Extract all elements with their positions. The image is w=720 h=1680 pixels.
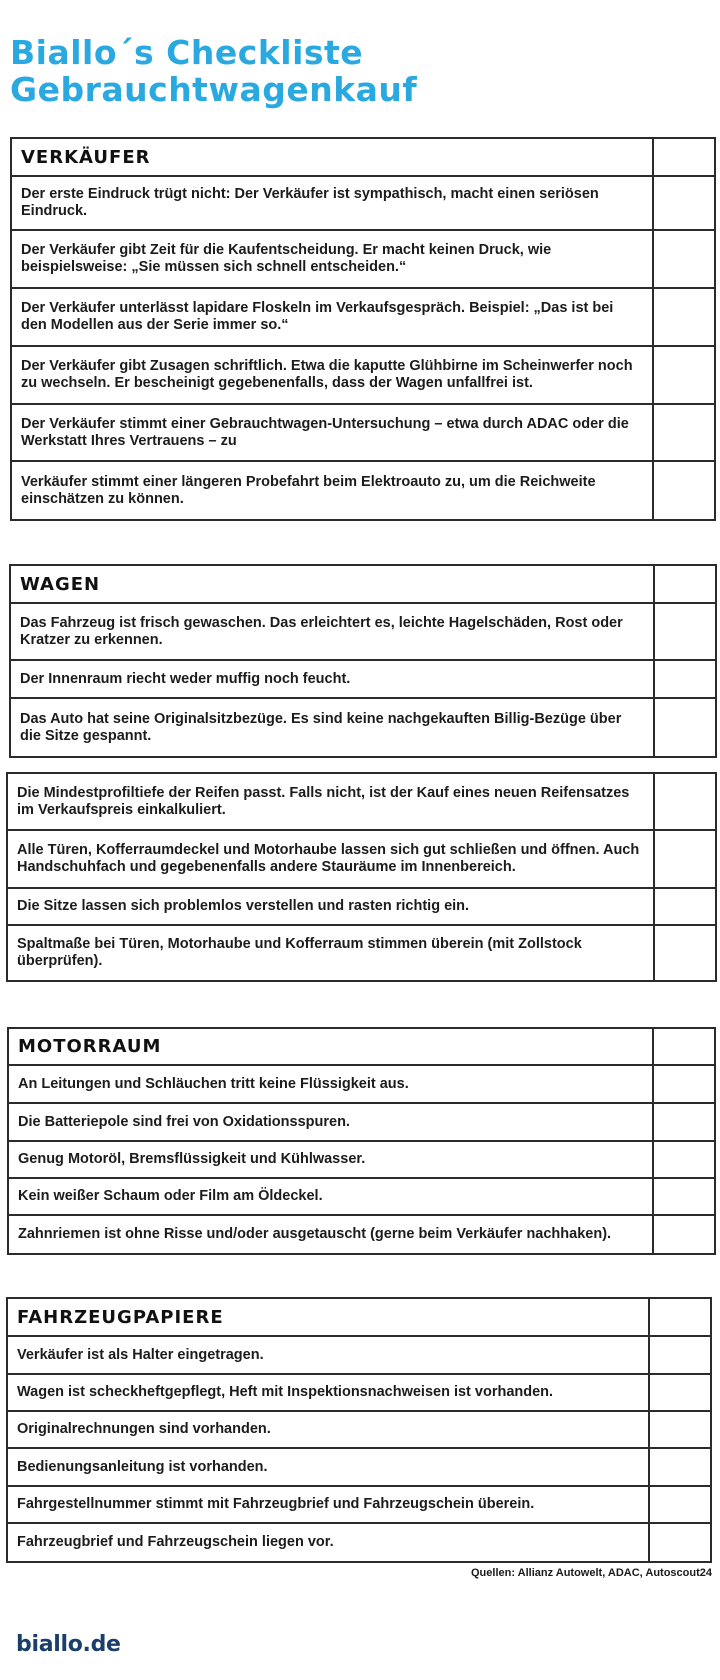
- checklist-item-text: Originalrechnungen sind vorhanden.: [17, 1421, 271, 1437]
- checklist-row: [11, 661, 715, 699]
- table-header-row: [8, 1299, 710, 1337]
- checklist-row: [12, 231, 714, 289]
- checklist-table-wagen-continued: [6, 772, 717, 982]
- checkbox-cell[interactable]: [648, 1487, 710, 1522]
- checklist-row: [12, 289, 714, 347]
- checklist-item-text: Fahrgestellnummer stimmt mit Fahrzeugbrief und Fahrzeugschein überein.: [17, 1496, 535, 1512]
- checklist-item-text: Zahnriemen ist ohne Risse und/oder ausgetauscht (gerne beim Verkäufer nachhaken).: [18, 1226, 612, 1242]
- checkbox-cell[interactable]: [652, 139, 714, 175]
- checklist-item-text: Der Verkäufer stimmt einer Gebrauchtwagen-Untersuchung – etwa durch ADAC oder die Werkstatt Ihres Vertrauens – zu: [21, 415, 629, 449]
- checklist-item-text: Fahrzeugbrief und Fahrzeugschein liegen vor.: [17, 1534, 334, 1550]
- checkbox-cell[interactable]: [648, 1524, 710, 1561]
- checkbox-cell[interactable]: [648, 1299, 710, 1335]
- checkbox-cell[interactable]: [648, 1449, 710, 1485]
- page-title: [10, 34, 417, 108]
- checkbox-cell[interactable]: [648, 1412, 710, 1447]
- checklist-item-text: Kein weißer Schaum oder Film am Öldeckel.: [18, 1188, 323, 1204]
- checklist-item-text: Die Sitze lassen sich problemlos verstellen und rasten richtig ein.: [17, 898, 470, 914]
- checklist-item-text: Das Fahrzeug ist frisch gewaschen. Das erleichtert es, leichte Hagelschäden, Rost oder Kratzer zu erkennen.: [20, 614, 623, 648]
- checklist-item-text: Spaltmaße bei Türen, Motorhaube und Kofferraum stimmen überein (mit Zollstock überprüfen).: [17, 936, 582, 969]
- checkbox-cell[interactable]: [653, 604, 715, 659]
- checklist-row: [8, 831, 715, 889]
- checklist-row: [12, 462, 714, 519]
- section-header: MOTORRAUM: [18, 1036, 162, 1057]
- checklist-row: [9, 1104, 714, 1142]
- checklist-row: [9, 1142, 714, 1179]
- checkbox-cell[interactable]: [652, 231, 714, 287]
- checklist-item-text: Bedienungsanleitung ist vorhanden.: [17, 1458, 268, 1475]
- checklist-row: [9, 1179, 714, 1216]
- checklist-row: [8, 774, 715, 831]
- biallo-logo: biallo.de: [16, 1632, 121, 1657]
- section-header: VERKÄUFER: [21, 146, 151, 168]
- checkbox-cell[interactable]: [653, 566, 715, 602]
- checklist-row: [8, 1412, 710, 1449]
- checkbox-cell[interactable]: [652, 1179, 714, 1214]
- checklist-row: [11, 699, 715, 756]
- checklist-item-text: Alle Türen, Kofferraumdeckel und Motorhaube lassen sich gut schließen und öffnen. Auch Handschuhfach und gegebenenfalls andere Stauräume im Innenbereich.: [17, 842, 640, 875]
- checklist-row: [8, 889, 715, 926]
- checklist-item-text: Genug Motoröl, Bremsflüssigkeit und Kühlwasser.: [18, 1151, 366, 1167]
- section-header: WAGEN: [20, 573, 101, 595]
- checklist-item-text: Verkäufer ist als Halter eingetragen.: [17, 1346, 264, 1363]
- table-header-row: [11, 566, 715, 604]
- checklist-row: [12, 405, 714, 462]
- checklist-table-motorraum: [7, 1027, 716, 1255]
- checklist-row: [12, 177, 714, 231]
- checklist-item-text: Der erste Eindruck trügt nicht: Der Verkäufer ist sympathisch, macht einen seriösen Eindruck.: [21, 186, 599, 219]
- section-header: FAHRZEUGPAPIERE: [17, 1306, 224, 1328]
- checkbox-cell[interactable]: [653, 831, 715, 887]
- checklist-item-text: Der Verkäufer gibt Zeit für die Kaufentscheidung. Er macht keinen Druck, wie beispielsweise: „Sie müssen sich schnell entscheiden.“: [21, 242, 552, 275]
- title-line-2: Gebrauchtwagenkauf: [10, 70, 418, 109]
- checkbox-cell[interactable]: [653, 661, 715, 697]
- checklist-row: [8, 1524, 710, 1561]
- checkbox-cell[interactable]: [648, 1337, 710, 1373]
- checkbox-cell[interactable]: [652, 1104, 714, 1140]
- checkbox-cell[interactable]: [652, 405, 714, 460]
- table-header-row: [9, 1029, 714, 1066]
- checklist-row: [8, 1487, 710, 1524]
- table-header-row: [12, 139, 714, 177]
- checkbox-cell[interactable]: [648, 1375, 710, 1410]
- checkbox-cell[interactable]: [653, 889, 715, 924]
- checklist-item-text: Der Verkäufer unterlässt lapidare Floskeln im Verkaufsgespräch. Beispiel: „Das ist bei den Modellen aus der Serie immer so.“: [21, 300, 614, 333]
- checklist-row: [8, 926, 715, 980]
- checklist-item-text: An Leitungen und Schläuchen tritt keine Flüssigkeit aus.: [18, 1075, 409, 1092]
- checklist-item-text: Der Verkäufer gibt Zusagen schriftlich. Etwa die kaputte Glühbirne im Scheinwerfer noch zu wechseln. Er bescheinigt gegebenenfalls, dass der Wagen unfallfrei ist.: [21, 358, 633, 391]
- checkbox-cell[interactable]: [653, 926, 715, 980]
- checklist-item-text: Wagen ist scheckheftgepflegt, Heft mit Inspektionsnachweisen ist vorhanden.: [17, 1384, 554, 1400]
- checklist-row: [8, 1449, 710, 1487]
- checklist-item-text: Der Innenraum riecht weder muffig noch feucht.: [20, 670, 351, 687]
- checklist-row: [8, 1337, 710, 1375]
- checklist-row: [8, 1375, 710, 1412]
- checklist-item-text: Verkäufer stimmt einer längeren Probefahrt beim Elektroauto zu, um die Reichweite einschätzen zu können.: [21, 473, 596, 507]
- checkbox-cell[interactable]: [652, 347, 714, 403]
- checkbox-cell[interactable]: [652, 177, 714, 229]
- sources-note: Quellen: Allianz Autowelt, ADAC, Autoscout24: [471, 1567, 712, 1579]
- checklist-row: [9, 1066, 714, 1104]
- checklist-row: [9, 1216, 714, 1253]
- checklist-item-text: Die Batteriepole sind frei von Oxidationsspuren.: [18, 1113, 350, 1130]
- checkbox-cell[interactable]: [652, 1029, 714, 1064]
- checkbox-cell[interactable]: [652, 1216, 714, 1253]
- checkbox-cell[interactable]: [652, 289, 714, 345]
- checkbox-cell[interactable]: [653, 774, 715, 829]
- checklist-table-wagen: [9, 564, 717, 758]
- title-line-1: Biallo´s Checkliste: [10, 33, 364, 72]
- checklist-table-fahrzeugpapiere: [6, 1297, 712, 1563]
- checkbox-cell[interactable]: [652, 1066, 714, 1102]
- checklist-row: [12, 347, 714, 405]
- checkbox-cell[interactable]: [653, 699, 715, 756]
- checklist-table-verkaeufer: [10, 137, 716, 521]
- checklist-row: [11, 604, 715, 661]
- checklist-item-text: Das Auto hat seine Originalsitzbezüge. Es sind keine nachgekauften Billig-Bezüge über die Sitze gespannt.: [20, 710, 622, 744]
- checklist-item-text: Die Mindestprofiltiefe der Reifen passt. Falls nicht, ist der Kauf eines neuen Reifensatzes im Verkaufspreis einkalkuliert.: [17, 784, 630, 818]
- checkbox-cell[interactable]: [652, 462, 714, 519]
- checkbox-cell[interactable]: [652, 1142, 714, 1177]
